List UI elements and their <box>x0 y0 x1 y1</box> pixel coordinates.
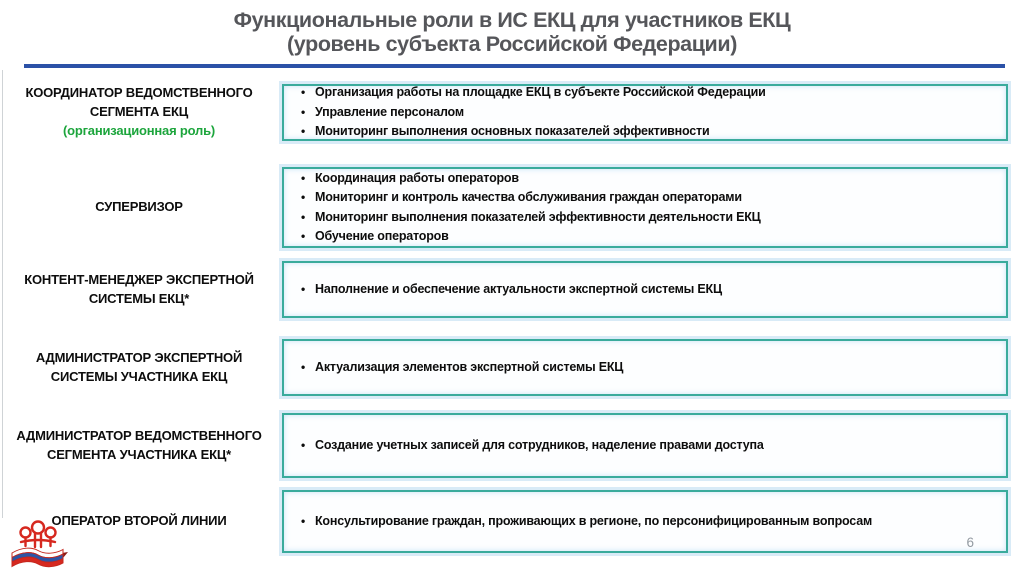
role-row-content-manager <box>8 261 1008 318</box>
page-number: 6 <box>966 535 974 550</box>
slide-title <box>0 8 1024 56</box>
bullet-item: • Создание учетных записей для сотрудников, наделение правами доступа <box>298 436 764 455</box>
role-row-segment-admin <box>8 413 1008 478</box>
role-name: АДМИНИСТРАТОР ЭКСПЕРТНОЙ СИСТЕМЫ УЧАСТНИКА ЕКЦ <box>35 349 243 384</box>
left-edge-hairline <box>2 70 3 518</box>
responsibilities-box <box>282 261 1008 318</box>
slide-title-line2: (уровень субъекта Российской Федерации) <box>287 32 737 57</box>
responsibilities-box <box>282 490 1008 553</box>
bullet-item: • Мониторинг и контроль качества обслуживания граждан операторами <box>298 188 761 207</box>
pfr-logo-icon <box>6 516 70 572</box>
bullet-list <box>284 167 771 249</box>
role-label-cell <box>8 349 270 387</box>
role-name: СУПЕРВИЗОР <box>95 199 183 215</box>
bullet-item: • Координация работы операторов <box>298 169 761 188</box>
role-row-second-line-operator <box>8 490 1008 553</box>
bullet-list <box>284 510 882 533</box>
slide-title-line1: Функциональные роли в ИС ЕКЦ для участников ЕКЦ <box>233 8 791 32</box>
responsibilities-box <box>282 84 1008 141</box>
role-label-cell <box>8 271 270 309</box>
bullet-list <box>284 356 633 379</box>
bullet-item: • Мониторинг выполнения основных показателей эффективности <box>298 122 766 141</box>
role-note: (организационная роль) <box>62 122 215 138</box>
bullet-list <box>284 434 774 457</box>
responsibilities-box <box>282 339 1008 396</box>
role-name: КООРДИНАТОР ВЕДОМСТВЕННОГО СЕГМЕНТА ЕКЦ <box>25 85 253 120</box>
role-label-cell <box>8 198 270 217</box>
role-row-supervisor <box>8 167 1008 248</box>
role-row-coordinator <box>8 84 1008 141</box>
title-divider-line <box>24 64 1005 68</box>
role-label-cell <box>8 84 270 141</box>
role-name: ОПЕРАТОР ВТОРОЙ ЛИНИИ <box>51 513 227 529</box>
bullet-item: • Мониторинг выполнения показателей эффективности деятельности ЕКЦ <box>298 208 761 227</box>
bullet-item: • Наполнение и обеспечение актуальности экспертной системы ЕКЦ <box>298 280 722 299</box>
responsibilities-box <box>282 413 1008 478</box>
bullet-item: • Управление персоналом <box>298 103 766 122</box>
role-name: КОНТЕНТ-МЕНЕДЖЕР ЭКСПЕРТНОЙ СИСТЕМЫ ЕКЦ* <box>24 271 254 306</box>
bullet-item: • Актуализация элементов экспертной системы ЕКЦ <box>298 358 623 377</box>
bullet-list <box>284 278 732 301</box>
bullet-list <box>284 81 776 143</box>
role-label-cell <box>8 427 270 465</box>
role-row-expert-system-admin <box>8 339 1008 396</box>
responsibilities-box <box>282 167 1008 248</box>
bullet-item: • Организация работы на площадке ЕКЦ в субъекте Российской Федерации <box>298 83 766 102</box>
role-name: АДМИНИСТРАТОР ВЕДОМСТВЕННОГО СЕГМЕНТА УЧАСТНИКА ЕКЦ* <box>16 427 262 462</box>
bullet-item: • Консультирование граждан, проживающих в регионе, по персонифицированным вопросам <box>298 512 872 531</box>
bullet-item: • Обучение операторов <box>298 227 761 246</box>
